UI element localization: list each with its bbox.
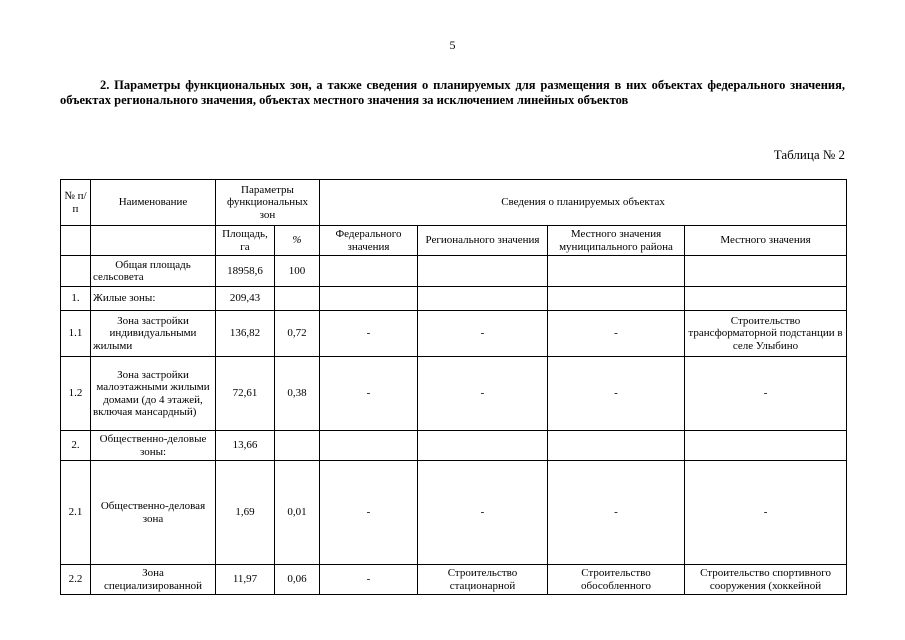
row-name: Зона застройки малоэтажными жилыми домами (до 4 этажей, включая мансардный) [91, 357, 216, 431]
row-regional: Строительство стационарной [418, 565, 548, 595]
row-municipal-district: - [548, 357, 685, 431]
row-regional: - [418, 357, 548, 431]
row-area: 1,69 [216, 461, 275, 565]
row-area: 209,43 [216, 287, 275, 311]
row-federal: - [320, 311, 418, 357]
row-percent: 0,38 [275, 357, 320, 431]
row-federal: - [320, 565, 418, 595]
row-percent [275, 287, 320, 311]
header-regional: Регионального значения [418, 226, 548, 256]
row-regional [418, 256, 548, 287]
table-row [61, 357, 847, 431]
row-percent: 100 [275, 256, 320, 287]
row-num: 1.2 [61, 357, 91, 431]
row-area: 13,66 [216, 431, 275, 461]
row-percent: 0,06 [275, 565, 320, 595]
table-row [61, 287, 847, 311]
row-area: 136,82 [216, 311, 275, 357]
row-percent: 0,01 [275, 461, 320, 565]
row-name: Зона специализированной [91, 565, 216, 595]
row-federal: - [320, 461, 418, 565]
row-num: 2. [61, 431, 91, 461]
row-percent [275, 431, 320, 461]
row-municipal-district [548, 256, 685, 287]
header-municipal-district: Местного значения муниципального района [548, 226, 685, 256]
row-local: - [685, 357, 847, 431]
row-municipal-district: Строительство обособленного [548, 565, 685, 595]
row-num: 1. [61, 287, 91, 311]
table-row [61, 311, 847, 357]
row-local: Строительство трансформаторной подстанции в селе Улыбино [685, 311, 847, 357]
row-regional [418, 287, 548, 311]
row-local: Строительство спортивного сооружения (хоккейной [685, 565, 847, 595]
row-regional: - [418, 311, 548, 357]
subheader-empty-name [91, 226, 216, 256]
section-heading: 2. Параметры функциональных зон, а также сведения о планируемых для размещения в них объектах федерального значения, объектах регионального значения, объектах местного значения за исключением линейных объектов [60, 78, 845, 107]
page-number: 5 [449, 38, 456, 52]
row-name: Жилые зоны: [91, 287, 216, 311]
table-subheader-row [61, 226, 847, 256]
table-row [61, 256, 847, 287]
header-num: № п/п [61, 180, 91, 226]
row-area: 18958,6 [216, 256, 275, 287]
row-local [685, 287, 847, 311]
row-name: Общая площадь сельсовета [91, 256, 216, 287]
table-row [61, 431, 847, 461]
row-name: Общественно-деловые зоны: [91, 431, 216, 461]
header-planned: Сведения о планируемых объектах [320, 180, 847, 226]
row-num [61, 256, 91, 287]
table-row [61, 565, 847, 595]
row-regional: - [418, 461, 548, 565]
row-municipal-district [548, 431, 685, 461]
row-local: - [685, 461, 847, 565]
row-area: 72,61 [216, 357, 275, 431]
table-header-row [61, 180, 847, 226]
row-federal [320, 431, 418, 461]
row-municipal-district [548, 287, 685, 311]
row-name: Общественно-деловая зона [91, 461, 216, 565]
row-num: 2.1 [61, 461, 91, 565]
row-federal: - [320, 357, 418, 431]
header-federal: Федерального значения [320, 226, 418, 256]
row-area: 11,97 [216, 565, 275, 595]
header-name: Наименование [91, 180, 216, 226]
row-name: Зона застройки индивидуальными жилыми [91, 311, 216, 357]
table-caption: Таблица № 2 [773, 147, 845, 162]
row-local [685, 256, 847, 287]
table-row [61, 461, 847, 565]
row-municipal-district: - [548, 461, 685, 565]
row-regional [418, 431, 548, 461]
row-percent: 0,72 [275, 311, 320, 357]
row-federal [320, 287, 418, 311]
row-num: 1.1 [61, 311, 91, 357]
row-local [685, 431, 847, 461]
row-municipal-district: - [548, 311, 685, 357]
header-percent: % [275, 226, 320, 256]
row-num: 2.2 [61, 565, 91, 595]
row-federal [320, 256, 418, 287]
functional-zones-table [60, 179, 847, 595]
header-params: Параметры функциональных зон [216, 180, 320, 226]
subheader-empty-num [61, 226, 91, 256]
header-area: Площадь, га [216, 226, 275, 256]
header-local: Местного значения [685, 226, 847, 256]
